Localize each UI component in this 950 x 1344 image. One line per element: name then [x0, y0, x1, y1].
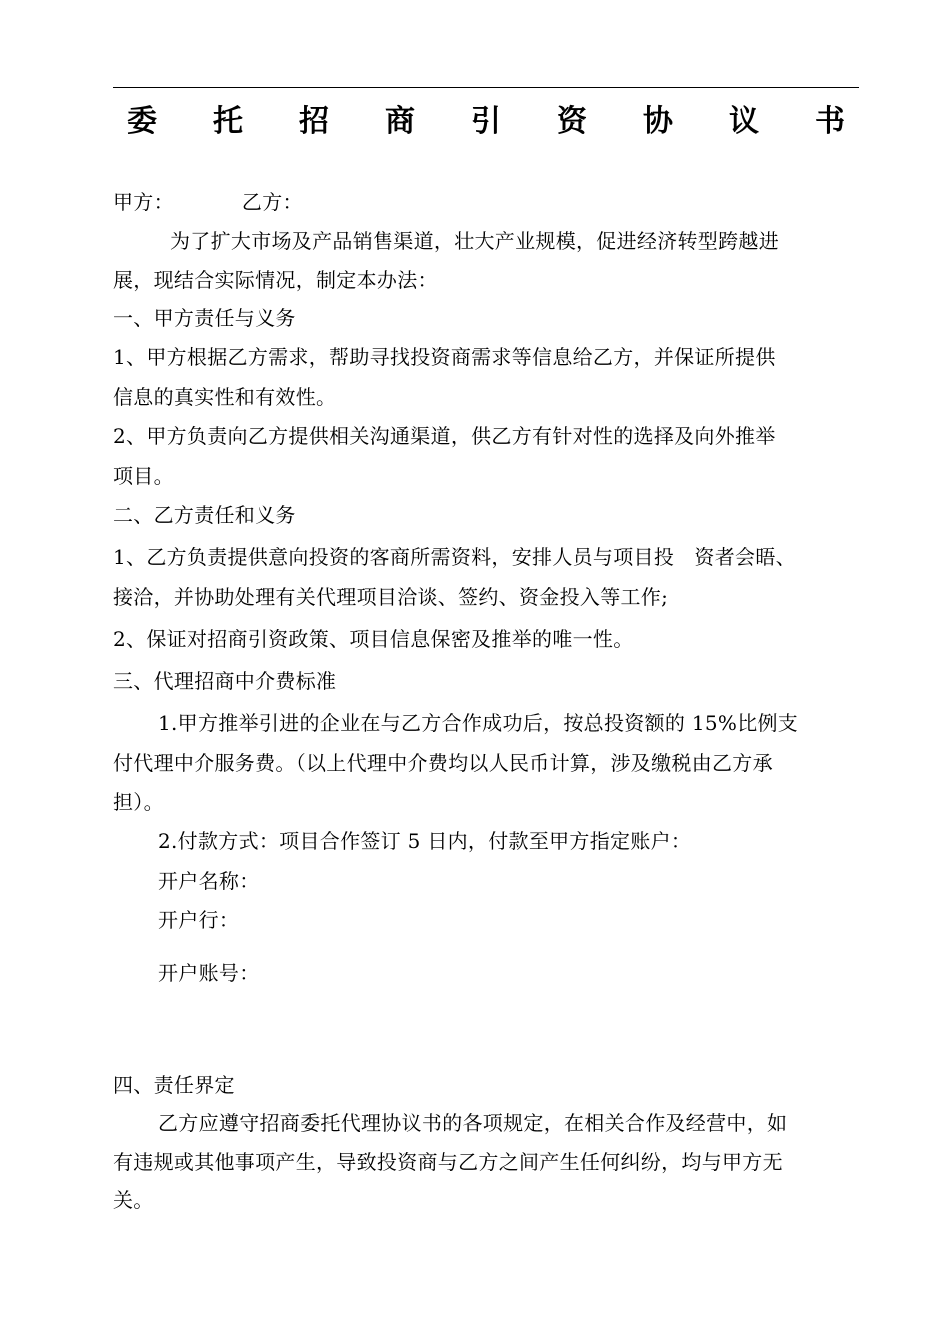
document-title	[113, 96, 859, 140]
title-char: 委	[127, 104, 157, 139]
party-b-label: 乙方：	[241, 190, 303, 214]
title-char: 议	[729, 104, 759, 139]
s1-item1-line1: 1、甲方根据乙方需求，帮助寻找投资商需求等信息给乙方，并保证所提供	[113, 345, 776, 369]
s4-para-line1: 乙方应遵守招商委托代理协议书的各项规定，在相关合作及经营中，如	[158, 1111, 788, 1135]
s4-para-line3: 关。	[113, 1188, 154, 1212]
section-4-heading: 四、责任界定	[113, 1073, 235, 1097]
title-char: 引	[471, 104, 501, 139]
s2-item1-line1: 1、乙方负责提供意向投资的客商所需资料，安排人员与项目投 资者会晤、	[113, 545, 796, 569]
s1-item1-line2: 信息的真实性和有效性。	[113, 385, 337, 409]
s1-item2-line1: 2、甲方负责向乙方提供相关沟通渠道，供乙方有针对性的选择及向外推举	[113, 424, 776, 448]
s3-item1-line1: 1.甲方推举引进的企业在与乙方合作成功后，按总投资额的 15%比例支	[158, 711, 799, 735]
title-char: 托	[213, 104, 243, 139]
parties-line	[113, 187, 303, 217]
section-1-heading: 一、甲方责任与义务	[113, 306, 296, 330]
title-char: 协	[643, 104, 673, 139]
title-char: 资	[557, 104, 587, 139]
title-char: 招	[299, 104, 329, 139]
s2-item2-line1: 2、保证对招商引资政策、项目信息保密及推举的唯一性。	[113, 627, 634, 651]
intro-line-1: 为了扩大市场及产品销售渠道，壮大产业规模，促进经济转型跨越进	[170, 229, 779, 253]
account-number-label: 开户账号：	[158, 961, 260, 985]
s3-item2-line1: 2.付款方式：项目合作签订 5 日内，付款至甲方指定账户：	[158, 829, 692, 853]
party-a-label: 甲方：	[113, 190, 174, 214]
header-rule	[113, 87, 859, 88]
s4-para-line2: 有违规或其他事项产生，导致投资商与乙方之间产生任何纠纷，均与甲方无	[113, 1150, 783, 1174]
account-bank-label: 开户行：	[158, 908, 240, 932]
intro-line-2: 展，现结合实际情况，制定本办法：	[113, 268, 438, 292]
section-2-heading: 二、乙方责任和义务	[113, 503, 296, 527]
title-char: 商	[385, 104, 415, 139]
s2-item1-line2: 接洽，并协助处理有关代理项目洽谈、签约、资金投入等工作;	[113, 585, 669, 609]
title-char: 书	[815, 104, 845, 139]
section-3-heading: 三、代理招商中介费标准	[113, 669, 337, 693]
s3-item1-line3: 担）。	[113, 790, 164, 814]
account-name-label: 开户名称：	[158, 869, 260, 893]
s3-item1-line2: 付代理中介服务费。（以上代理中介费均以人民币计算，涉及缴税由乙方承	[113, 751, 773, 775]
s1-item2-line2: 项目。	[113, 464, 174, 488]
